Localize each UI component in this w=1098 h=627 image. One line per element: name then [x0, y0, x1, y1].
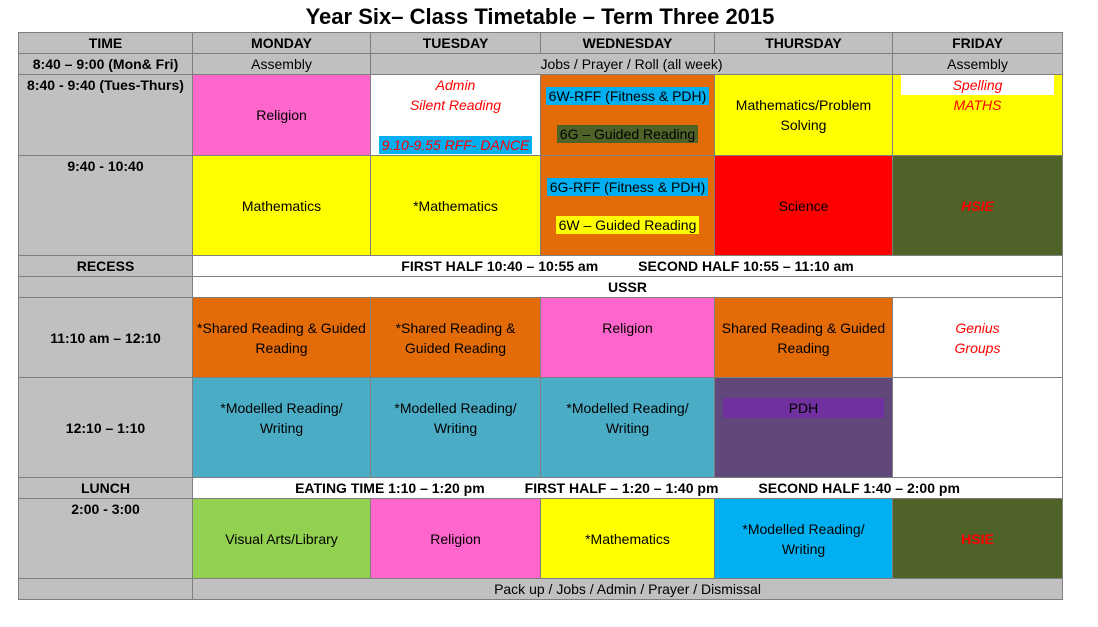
- lunch-second-half: SECOND HALF 1:40 – 2:00 pm: [758, 480, 960, 496]
- lunch-label: LUNCH: [19, 478, 193, 499]
- cell-thursday: Science: [715, 156, 893, 256]
- cell-monday: Mathematics: [193, 156, 371, 256]
- time-cell: 12:10 – 1:10: [19, 378, 193, 478]
- lunch-times: [193, 478, 1063, 499]
- cell-tuesday: *Shared Reading & Guided Reading: [371, 298, 541, 378]
- wednesday-guided-reading: 6G – Guided Reading: [557, 125, 698, 143]
- lunch-eating: EATING TIME 1:10 – 1:20 pm: [295, 480, 485, 496]
- recess-first-half: FIRST HALF 10:40 – 10:55 am: [401, 258, 599, 274]
- cell-monday: *Modelled Reading/ Writing: [193, 378, 371, 478]
- cell-tuesday: [371, 75, 541, 156]
- recess-label: RECESS: [19, 256, 193, 277]
- wednesday-rff: 6G-RFF (Fitness & PDH): [547, 178, 709, 196]
- cell-friday: Assembly: [893, 54, 1063, 75]
- cell-wednesday: [541, 75, 715, 156]
- ussr-label: USSR: [193, 277, 1063, 298]
- header-row: [19, 33, 1063, 54]
- page-title: Year Six– Class Timetable – Term Three 2015: [305, 4, 775, 29]
- cell-thursday: Shared Reading & Guided Reading: [715, 298, 893, 378]
- cell-wednesday: Religion: [541, 298, 715, 378]
- row-840: [19, 75, 1063, 156]
- jobs-cell: Jobs / Prayer / Roll (all week): [371, 54, 893, 75]
- cell-friday: [893, 378, 1063, 478]
- cell-friday: [893, 75, 1063, 156]
- time-cell: 9:40 - 10:40: [19, 156, 193, 256]
- cell-friday: HSIE: [893, 156, 1063, 256]
- time-cell: 11:10 am – 12:10: [19, 298, 193, 378]
- wednesday-guided-reading: 6W – Guided Reading: [556, 216, 700, 234]
- header-tuesday: TUESDAY: [371, 33, 541, 54]
- wednesday-rff: 6W-RFF (Fitness & PDH): [546, 87, 710, 105]
- end-row: [19, 579, 1063, 600]
- cell-wednesday: *Mathematics: [541, 499, 715, 579]
- cell-friday: HSIE: [893, 499, 1063, 579]
- ussr-time-cell: [19, 277, 193, 298]
- cell-friday: [893, 298, 1063, 378]
- cell-thursday: [715, 378, 893, 478]
- tuesday-admin: Admin: [435, 77, 476, 93]
- timetable: [18, 32, 1063, 600]
- cell-tuesday: *Modelled Reading/ Writing: [371, 378, 541, 478]
- cell-monday: *Shared Reading & Guided Reading: [193, 298, 371, 378]
- cell-monday: Assembly: [193, 54, 371, 75]
- assembly-row: [19, 54, 1063, 75]
- end-time-cell: [19, 579, 193, 600]
- time-cell: 2:00 - 3:00: [19, 499, 193, 579]
- header-time: TIME: [19, 33, 193, 54]
- lunch-first-half: FIRST HALF – 1:20 – 1:40 pm: [524, 480, 719, 496]
- cell-monday: Religion: [193, 75, 371, 156]
- time-cell: 8:40 – 9:00 (Mon& Fri): [19, 54, 193, 75]
- recess-times: [193, 256, 1063, 277]
- cell-thursday: Mathematics/Problem Solving: [715, 75, 893, 156]
- ussr-row: [19, 277, 1063, 298]
- row-1110: [19, 298, 1063, 378]
- recess-row: [19, 256, 1063, 277]
- cell-wednesday: [541, 156, 715, 256]
- recess-second-half: SECOND HALF 10:55 – 11:10 am: [638, 258, 854, 274]
- row-940: [19, 156, 1063, 256]
- header-thursday: THURSDAY: [715, 33, 893, 54]
- friday-genius: Genius: [955, 319, 1000, 336]
- cell-tuesday: *Mathematics: [371, 156, 541, 256]
- header-monday: MONDAY: [193, 33, 371, 54]
- friday-groups: Groups: [954, 339, 1001, 356]
- header-wednesday: WEDNESDAY: [541, 33, 715, 54]
- cell-wednesday: *Modelled Reading/ Writing: [541, 378, 715, 478]
- cell-monday: Visual Arts/Library: [193, 499, 371, 579]
- dismissal-cell: Pack up / Jobs / Admin / Prayer / Dismissal: [193, 579, 1063, 600]
- cell-thursday: *Modelled Reading/ Writing: [715, 499, 893, 579]
- row-200: [19, 499, 1063, 579]
- time-cell: 8:40 - 9:40 (Tues-Thurs): [19, 75, 193, 156]
- friday-maths: MATHS: [953, 97, 1002, 113]
- tuesday-rff-dance: 9.10-9.55 RFF- DANCE: [379, 136, 533, 154]
- cell-tuesday: Religion: [371, 499, 541, 579]
- friday-spelling: Spelling: [901, 75, 1054, 95]
- tuesday-silent-reading: Silent Reading: [409, 97, 502, 113]
- header-friday: FRIDAY: [893, 33, 1063, 54]
- thursday-pdh: PDH: [723, 398, 884, 418]
- lunch-row: [19, 478, 1063, 499]
- row-1210: [19, 378, 1063, 478]
